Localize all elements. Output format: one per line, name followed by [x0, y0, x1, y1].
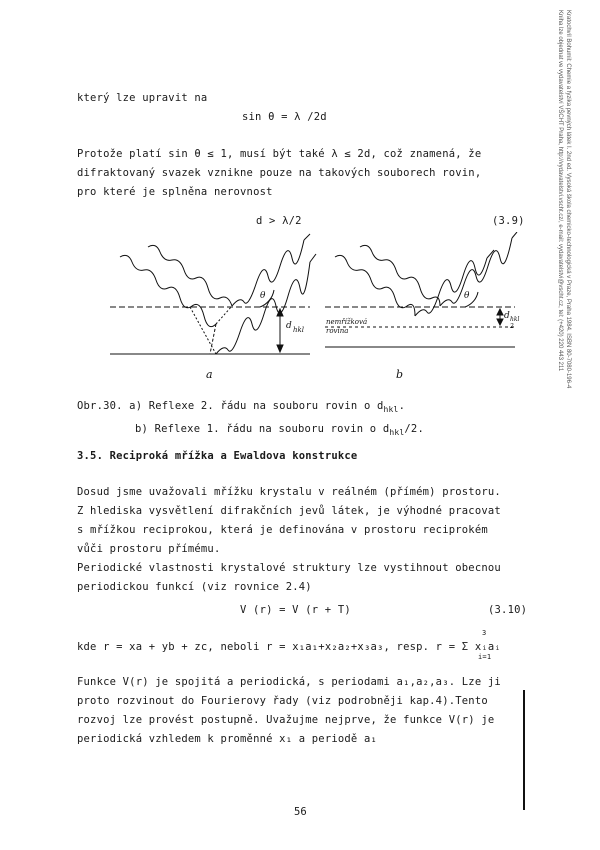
theta-label-b: θ	[464, 291, 470, 301]
text-q1: Funkce V(r) je spojitá a periodická, s periodami a₁,a₂,a₃. Lze ji	[77, 676, 501, 688]
dhkl-frac-b: 2	[510, 323, 514, 330]
dhkl-sub-a: hkl	[293, 326, 304, 334]
dhkl-sub-b: hkl	[510, 316, 520, 323]
citation-line-1: Kratochvíl Bohumil: Chemie a fyzika pevných látek I. 2nd ed. Vysoká škola chemicko-technologická v Praze, Praha 1984. ISBN 80-7080-196-4	[565, 10, 571, 389]
text-line-2: Protože platí sin θ ≤ 1, musí být také λ ≤ 2d, což znamená, že	[77, 148, 482, 160]
citation-line-2: Kniha lze objednat ve vydavatelství VŠCHT Praha, http://vydavatelstvi.vscht.cz/, e-mail: vydavatelstvi@vscht.cz, tel: (+420) 220 443 211	[557, 10, 563, 372]
label-b: b	[396, 368, 404, 381]
text-q2: proto rozvinout do Fourierovy řady (viz podrobněji kap.4).Tento	[77, 695, 488, 707]
para-line-6: periodickou funkcí (viz rovnice 2.4)	[77, 581, 312, 593]
diffraction-figure	[110, 232, 530, 382]
text-line-4: pro které je splněna nerovnost	[77, 186, 273, 198]
para-line-2: Z hlediska vysvětlení difrakčních jevů látek, je výhodné pracovat	[77, 505, 501, 517]
margin-rule	[523, 690, 525, 810]
side-citation	[556, 10, 572, 388]
kde-line: kde r = xa + yb + zc, neboli r = x₁a₁+x₂a₂+x₃a₃, resp. r = Σ xᵢaᵢ	[77, 641, 501, 653]
equation-number-3-10: (3.10)	[488, 604, 528, 616]
text-q4: periodická vzhledem k proměnné x₁ a periodě a₁	[77, 733, 377, 745]
para-line-1: Dosud jsme uvažovali mřížku krystalu v reálném (přímém) prostoru.	[77, 486, 501, 498]
caption-a-end: .	[398, 400, 406, 412]
sum-upper: 3	[482, 629, 487, 637]
text-q3: rozvoj lze provést postupně. Uvažujme nejprve, že funkce V(r) je	[77, 714, 495, 726]
equation-condition: d > λ/2	[256, 215, 302, 227]
para-line-3: s mřížkou reciprokou, která je definována v prostoru reciprokém	[77, 524, 488, 536]
plane-label-1: nemřížková	[326, 318, 368, 326]
caption-a-sub: hkl	[383, 405, 399, 415]
dhkl-label-b: d	[504, 311, 510, 321]
equation-periodic: V (r) = V (r + T)	[240, 604, 351, 616]
label-a: a	[206, 368, 213, 381]
dhkl-label-a: d	[286, 321, 292, 331]
equation-bragg: sin θ = λ /2d	[242, 111, 327, 123]
text-line-1: který lze upravit na	[77, 92, 208, 104]
text-line-3: difraktovaný svazek vznikne pouze na takových souborech rovin,	[77, 167, 482, 179]
plane-label-2: rovina	[326, 327, 349, 335]
caption-b	[135, 423, 424, 437]
theta-label-a: θ	[260, 291, 266, 301]
para-line-4: vůči prostoru přímému.	[77, 543, 221, 555]
caption-b-end: /2.	[404, 423, 424, 435]
equation-number-3-9: (3.9)	[492, 215, 525, 227]
para-line-5: Periodické vlastnosti krystalové struktury lze vystihnout obecnou	[77, 562, 501, 574]
section-heading: 3.5. Reciproká mřížka a Ewaldova konstrukce	[77, 450, 358, 462]
page-number: 56	[294, 806, 307, 818]
caption-a	[77, 400, 405, 414]
caption-a-text: Obr.30. a) Reflexe 2. řádu na souboru rovin o d	[77, 400, 384, 412]
sum-lower: i=1	[478, 653, 492, 661]
caption-b-text: b) Reflexe 1. řádu na souboru rovin o d	[135, 423, 390, 435]
caption-b-sub: hkl	[389, 428, 405, 438]
